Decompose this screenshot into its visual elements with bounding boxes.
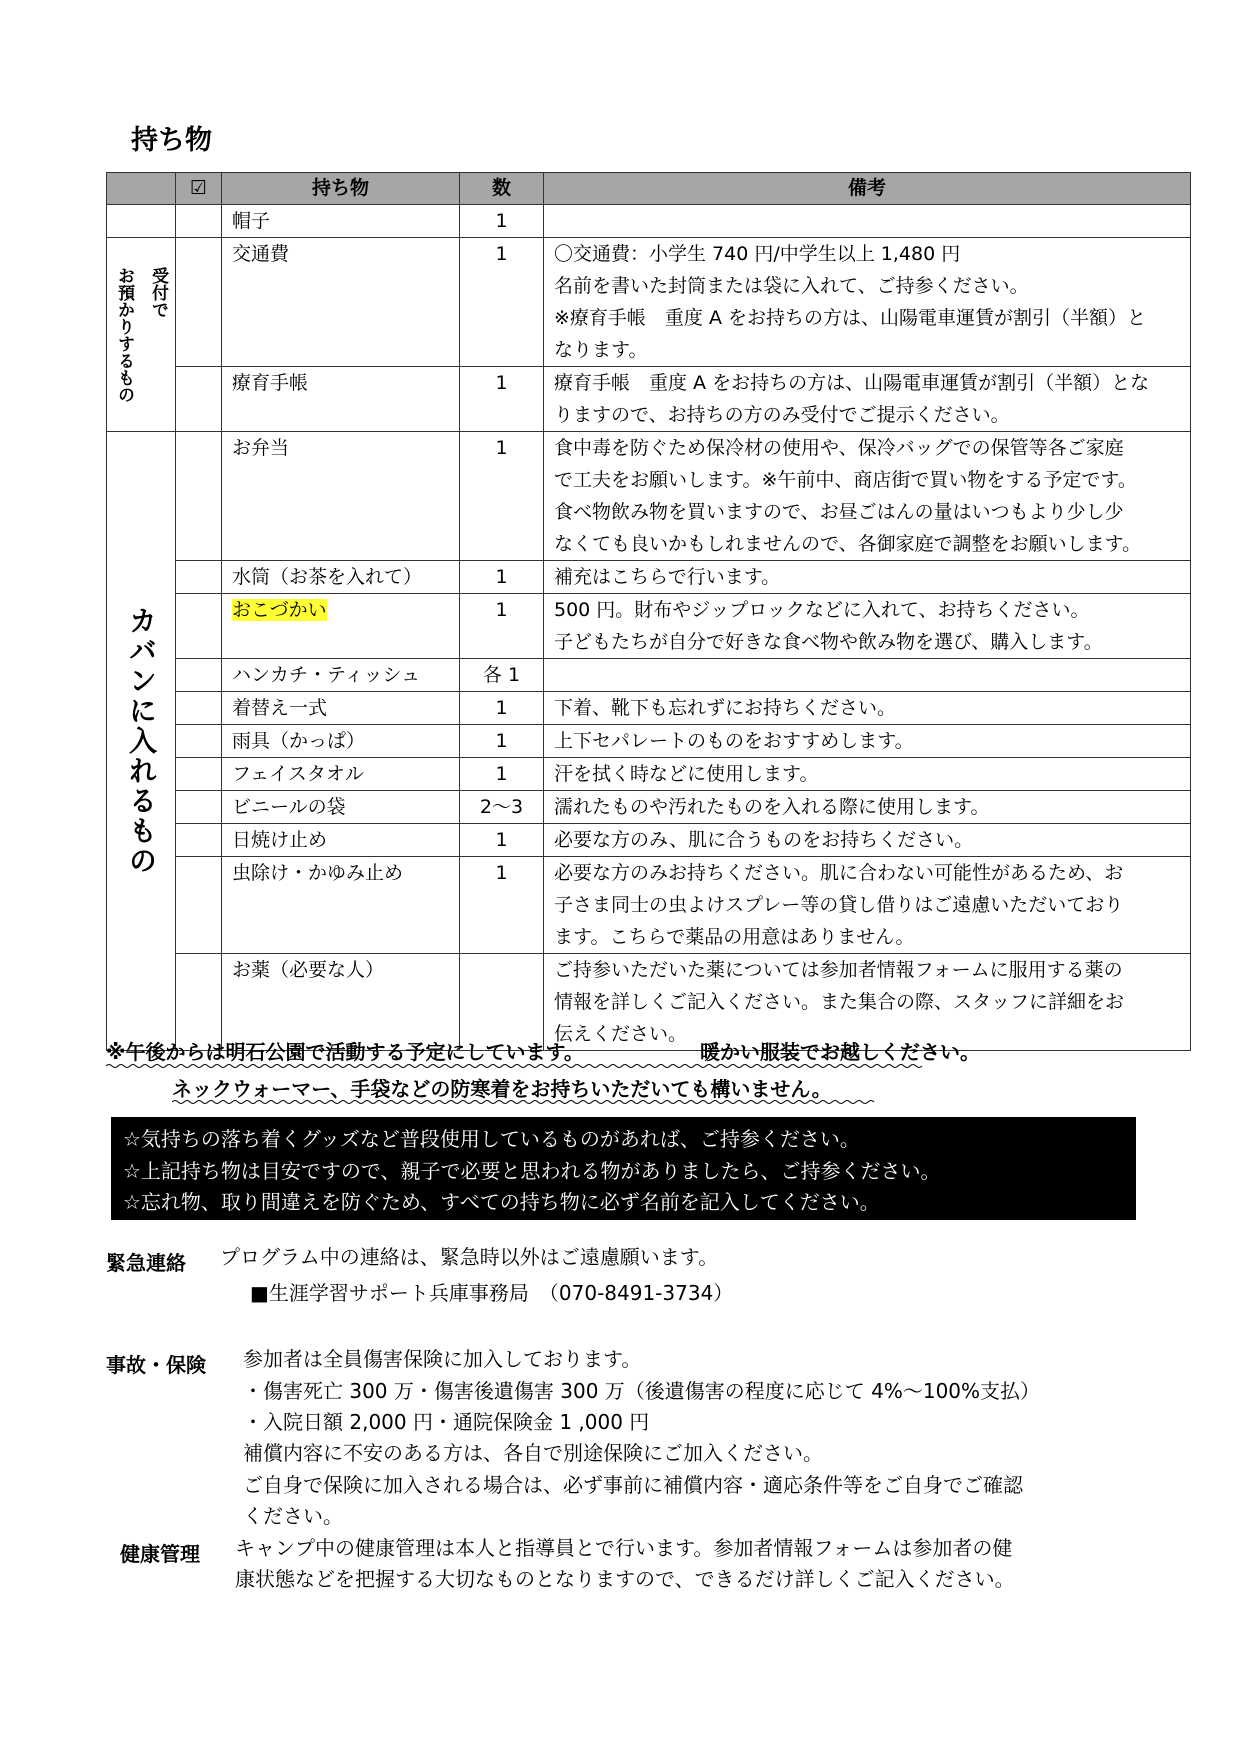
check-cell[interactable] [176, 857, 222, 954]
item-qty: 1 [460, 824, 544, 857]
item-notes [544, 205, 1191, 238]
item-qty: 2〜3 [460, 791, 544, 824]
table-row [107, 824, 1191, 857]
item-name: 雨具（かっぱ） [222, 725, 460, 758]
item-notes: 濡れたものや汚れたものを入れる際に使用します。 [544, 791, 1191, 824]
category-bag [107, 432, 176, 1051]
table-row [107, 205, 1191, 238]
item-qty: 各 1 [460, 659, 544, 692]
insurance-line: 参加者は全員傷害保険に加入しております。 [243, 1347, 642, 1371]
insurance-line: 補償内容に不安のある方は、各自で別途保険にご加入ください。 [243, 1441, 823, 1465]
item-notes: 下着、靴下も忘れずにお持ちください。 [544, 692, 1191, 725]
category-reception [107, 238, 176, 432]
check-cell[interactable] [176, 692, 222, 725]
items-table [106, 172, 1191, 1051]
health-text: 康状態などを把握する大切なものとなりますので、できるだけ詳しくご記入ください。 [235, 1567, 1015, 1591]
item-notes: 必要な方のみ、肌に合うものをお持ちください。 [544, 824, 1191, 857]
item-notes: ご持参いただいた薬については参加者情報フォームに服用する薬の 情報を詳しくご記入ください。また集合の際、スタッフに詳細をお 伝えください。 [544, 954, 1191, 1051]
insurance-line: ご自身で保険に加入される場合は、必ず事前に補償内容・適応条件等をご自身でご確認 [243, 1473, 1023, 1497]
item-name: 療育手帳 [222, 367, 460, 432]
insurance-line: ・入院日額 2,000 円・通院保険金 1 ,000 円 [243, 1410, 650, 1434]
check-cell[interactable] [176, 238, 222, 367]
item-qty: 1 [460, 857, 544, 954]
table-row [107, 594, 1191, 659]
highlighted-item: おこづかい [232, 599, 327, 621]
table-row [107, 561, 1191, 594]
item-name: ハンカチ・ティッシュ [222, 659, 460, 692]
item-qty: 1 [460, 238, 544, 367]
item-qty: 1 [460, 758, 544, 791]
warning-afternoon: ※午後からは明石公園で活動する予定にしています。 [106, 1040, 584, 1064]
item-notes: 補充はこちらで行います。 [544, 561, 1191, 594]
insurance-heading: 事故・保険 [106, 1353, 206, 1377]
insurance-line: ください。 [243, 1504, 343, 1528]
health-text: キャンプ中の健康管理は本人と指導員とで行います。参加者情報フォームは参加者の健 [235, 1536, 1013, 1560]
item-qty: 1 [460, 725, 544, 758]
check-cell[interactable] [176, 367, 222, 432]
item-name: 日焼け止め [222, 824, 460, 857]
header-item: 持ち物 [222, 173, 460, 205]
table-row [107, 367, 1191, 432]
item-qty: 1 [460, 561, 544, 594]
wavy-underline [106, 1062, 1016, 1070]
item-name: ビニールの袋 [222, 791, 460, 824]
item-name: お弁当 [222, 432, 460, 561]
table-header-row [107, 173, 1191, 205]
warning-warm-clothes: 暖かい服装でお越しください。 [700, 1040, 980, 1064]
item-notes: 500 円。財布やジップロックなどに入れて、お持ちください。 子どもたちが自分で好きな食べ物や飲み物を選び、購入します。 [544, 594, 1191, 659]
check-cell[interactable] [176, 824, 222, 857]
emergency-heading: 緊急連絡 [106, 1251, 186, 1275]
check-cell[interactable] [176, 205, 222, 238]
check-cell[interactable] [176, 432, 222, 561]
notes-box-line: ☆気持ちの落ち着くグッズなど普段使用しているものがあれば、ご持参ください。 [123, 1127, 860, 1151]
item-qty: 1 [460, 692, 544, 725]
item-name: お薬（必要な人） [222, 954, 460, 1051]
check-cell[interactable] [176, 561, 222, 594]
item-name: 帽子 [222, 205, 460, 238]
item-qty: 1 [460, 205, 544, 238]
item-name: フェイスタオル [222, 758, 460, 791]
warning-cold-gear: ネックウォーマー、手袋などの防寒着をお持ちいただいても構いません。 [172, 1077, 832, 1101]
item-notes: 必要な方のみお持ちください。肌に合わない可能性があるため、お 子さま同士の虫よけスプレー等の貸し借りはご遠慮いただいており ます。こちらで薬品の用意はありません。 [544, 857, 1191, 954]
check-cell[interactable] [176, 594, 222, 659]
check-cell[interactable] [176, 725, 222, 758]
page-title: 持ち物 [131, 125, 212, 156]
item-name: 交通費 [222, 238, 460, 367]
table-row [107, 725, 1191, 758]
notes-box-line: ☆忘れ物、取り間違えを防ぐため、すべての持ち物に必ず名前を記入してください。 [123, 1190, 880, 1214]
check-cell[interactable] [176, 791, 222, 824]
table-row [107, 791, 1191, 824]
header-check: ☑ [176, 173, 222, 205]
item-name: 水筒（お茶を入れて） [222, 561, 460, 594]
category-bag-label: カバンに入れるもの [125, 606, 158, 876]
table-row [107, 238, 1191, 367]
header-category [107, 173, 176, 205]
emergency-contact: ■生涯学習サポート兵庫事務局 （070-8491-3734） [250, 1281, 734, 1305]
notes-box [111, 1117, 1136, 1220]
health-heading: 健康管理 [120, 1542, 200, 1566]
table-row [107, 758, 1191, 791]
table-row [107, 659, 1191, 692]
item-qty: 1 [460, 594, 544, 659]
item-notes: 療育手帳 重度 A をお持ちの方は、山陽電車運賃が割引（半額）とな りますので、お持ちの方のみ受付でご提示ください。 [544, 367, 1191, 432]
wavy-underline [172, 1098, 925, 1106]
table-row [107, 857, 1191, 954]
table-row [107, 692, 1191, 725]
item-notes: 〇交通費：小学生 740 円/中学生以上 1,480 円 名前を書いた封筒または袋に入れて、ご持参ください。 ※療育手帳 重度 A をお持ちの方は、山陽電車運賃が割引（半額）と なります。 [544, 238, 1191, 367]
table-row [107, 432, 1191, 561]
notes-box-line: ☆上記持ち物は目安ですので、親子で必要と思われる物がありましたら、ご持参ください。 [123, 1159, 941, 1183]
header-qty: 数 [460, 173, 544, 205]
item-notes: 食中毒を防ぐため保冷材の使用や、保冷バッグでの保管等各ご家庭 で工夫をお願いします。※午前中、商店街で買い物をする予定です。 食べ物飲み物を買いますので、お昼ごはんの量はいつもより少し少 なくても良いかもしれませんので、各御家庭で調整をお願いします。 [544, 432, 1191, 561]
item-qty: 1 [460, 432, 544, 561]
item-qty: 1 [460, 367, 544, 432]
check-cell[interactable] [176, 758, 222, 791]
check-cell[interactable] [176, 659, 222, 692]
item-name: 着替え一式 [222, 692, 460, 725]
category-reception-line1: 受付で [148, 266, 168, 318]
emergency-text: プログラム中の連絡は、緊急時以外はご遠慮願います。 [220, 1245, 719, 1269]
category-reception-line2: お預かりするもの [114, 266, 134, 403]
item-notes: 上下セパレートのものをおすすめします。 [544, 725, 1191, 758]
item-notes: 汗を拭く時などに使用します。 [544, 758, 1191, 791]
category-cell [107, 205, 176, 238]
insurance-line: ・傷害死亡 300 万・傷害後遺傷害 300 万（後遺傷害の程度に応じて 4%〜100%支払） [243, 1379, 1041, 1403]
item-name: 虫除け・かゆみ止め [222, 857, 460, 954]
header-notes: 備考 [544, 173, 1191, 205]
item-notes [544, 659, 1191, 692]
item-name [222, 594, 460, 659]
